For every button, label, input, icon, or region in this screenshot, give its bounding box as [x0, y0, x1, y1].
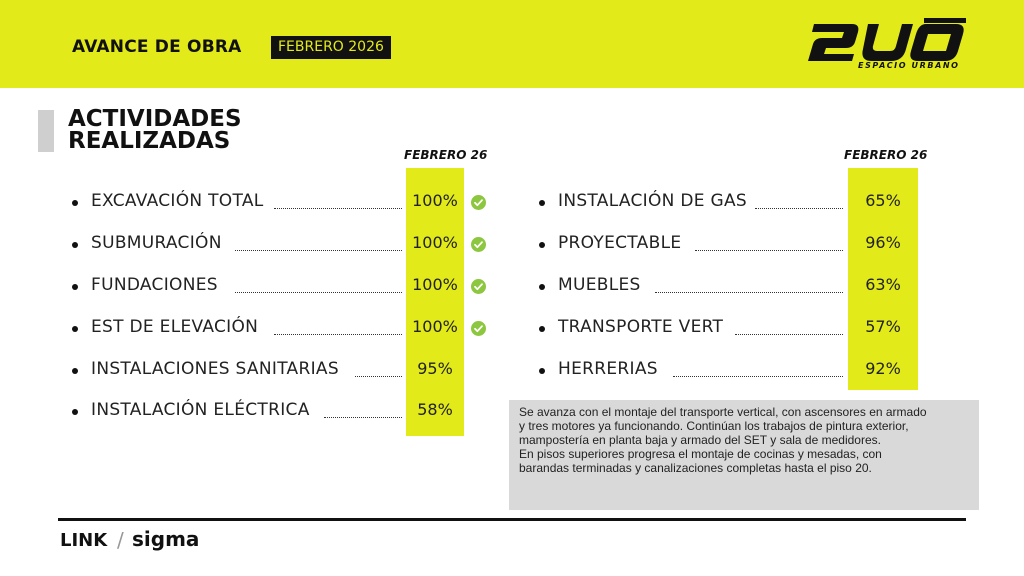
progress-note — [509, 400, 979, 510]
footer-separator: / — [117, 528, 124, 552]
section-title-line2: REALIZADAS — [68, 128, 231, 154]
activity-value: 92% — [865, 359, 901, 378]
activity-label: TRANSPORTE VERT — [558, 317, 724, 337]
dot-leader — [324, 417, 402, 418]
bullet-icon — [539, 326, 545, 332]
activity-label: FUNDACIONES — [91, 275, 218, 295]
activity-label: EXCAVACIÓN TOTAL — [91, 191, 264, 211]
activity-label: INSTALACIONES SANITARIAS — [91, 359, 339, 379]
dot-leader — [355, 376, 402, 377]
dot-leader — [755, 208, 843, 209]
header-band — [0, 0, 1024, 88]
check-circle-icon — [471, 237, 486, 252]
brand-logo — [806, 18, 966, 74]
right-column-header: FEBRERO 26 — [844, 148, 928, 162]
footer-divider — [58, 518, 966, 521]
activity-label: PROYECTABLE — [558, 233, 682, 253]
activity-value: 100% — [412, 317, 458, 336]
check-circle-icon — [471, 321, 486, 336]
check-circle-icon — [471, 279, 486, 294]
dot-leader — [235, 292, 402, 293]
dot-leader — [655, 292, 843, 293]
activity-value: 100% — [412, 191, 458, 210]
activity-label: HERRERIAS — [558, 359, 658, 379]
note-line: Se avanza con el montaje del transporte vertical, con ascensores en armado — [519, 405, 927, 419]
note-line: mampostería en planta baja y armado del SET y sala de medidores. — [519, 433, 881, 447]
activity-value: 96% — [865, 233, 901, 252]
activity-value: 58% — [417, 400, 453, 419]
dot-leader — [274, 334, 402, 335]
dot-leader — [735, 334, 843, 335]
header-title: AVANCE DE OBRA — [72, 37, 242, 57]
bullet-icon — [72, 242, 78, 248]
bullet-icon — [539, 200, 545, 206]
bullet-icon — [72, 368, 78, 374]
section-accent-bar — [38, 110, 54, 152]
activity-label: EST DE ELEVACIÓN — [91, 317, 259, 337]
bullet-icon — [72, 409, 78, 415]
bullet-icon — [72, 284, 78, 290]
note-line: barandas terminadas y canalizaciones completas hasta el piso 20. — [519, 461, 872, 475]
logo-mark — [806, 18, 966, 62]
activity-value: 63% — [865, 275, 901, 294]
bullet-icon — [72, 326, 78, 332]
check-circle-icon — [471, 195, 486, 210]
bullet-icon — [539, 284, 545, 290]
activity-value: 65% — [865, 191, 901, 210]
activity-value: 100% — [412, 233, 458, 252]
activity-value: 95% — [417, 359, 453, 378]
header-date-badge: FEBRERO 2026 — [271, 36, 391, 59]
activity-label: SUBMURACIÓN — [91, 233, 222, 253]
dot-leader — [235, 250, 402, 251]
activity-value: 100% — [412, 275, 458, 294]
logo-subtitle: ESPACIO URBANO — [858, 61, 960, 70]
activity-label: INSTALACIÓN DE GAS — [558, 191, 748, 211]
bullet-icon — [539, 242, 545, 248]
footer-sigma-logo: sigma — [132, 527, 200, 551]
note-line: En pisos superiores progresa el montaje de cocinas y mesadas, con — [519, 447, 882, 461]
section-title — [68, 108, 308, 152]
section-title-line1: ACTIVIDADES — [68, 106, 242, 132]
dot-leader — [673, 376, 843, 377]
note-line: y tres motores ya funcionando. Continúan los trabajos de pintura exterior, — [519, 419, 909, 433]
activity-value: 57% — [865, 317, 901, 336]
footer-link-logo: LINK — [60, 530, 108, 551]
left-column-header: FEBRERO 26 — [404, 148, 488, 162]
dot-leader — [274, 208, 402, 209]
bullet-icon — [72, 200, 78, 206]
activity-label: MUEBLES — [558, 275, 641, 295]
bullet-icon — [539, 368, 545, 374]
dot-leader — [695, 250, 843, 251]
activity-label: INSTALACIÓN ELÉCTRICA — [91, 400, 310, 420]
